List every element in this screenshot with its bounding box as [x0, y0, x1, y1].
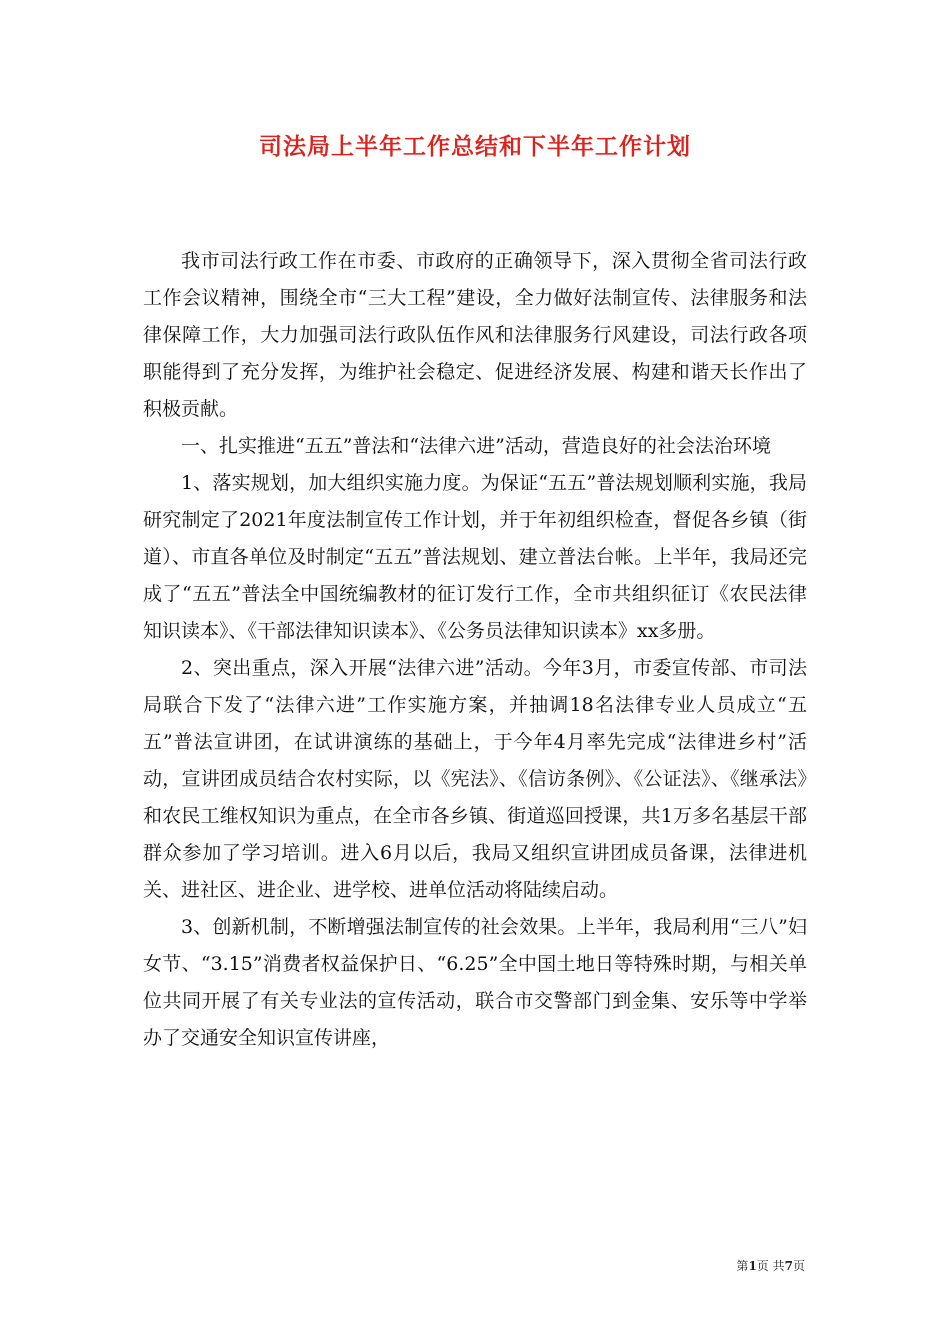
- paragraph-item-3: 3、创新机制，不断增强法制宣传的社会效果。上半年，我局利用“三八”妇女节、“3.15”消费者权益保护日、“6.25”全中国土地日等特殊时期，与相关单位共同开展了有关专业法的宣传活动，联合市交警部门到金集、安乐等中学举办了交通安全知识宣传讲座，: [143, 916, 807, 1049]
- footer-total-pages: 7: [784, 1259, 793, 1273]
- paragraph-intro: 我市司法行政工作在市委、市政府的正确领导下，深入贯彻全省司法行政工作会议精神，围绕全市“三大工程”建设，全力做好法制宣传、法律服务和法律保障工作，大力加强司法行政队伍作风和法律服务行风建设，司法行政各项职能得到了充分发挥，为维护社会稳定、促进经济发展、构建和谐天长作出了积极贡献。: [143, 250, 807, 420]
- paragraph-item-1: 1、落实规划，加大组织实施力度。为保证“五五”普法规划顺利实施，我局研究制定了2021年度法制宣传工作计划，并于年初组织检查，督促各乡镇（街道）、市直各单位及时制定“五五”普法规划、建立普法台帐。上半年，我局还完成了“五五”普法全中国统编教材的征订发行工作，全市共组织征订《农民法律知识读本》、《干部法律知识读本》、《公务员法律知识读本》xx多册。: [143, 472, 807, 642]
- footer-prefix: 第: [736, 1259, 749, 1273]
- page-number-footer: [0, 1258, 805, 1274]
- document-body: [143, 243, 807, 1057]
- footer-current-page: 1: [748, 1259, 757, 1273]
- footer-suffix: 页: [792, 1259, 805, 1273]
- document-title: 司法局上半年工作总结和下半年工作计划: [259, 133, 691, 160]
- section-heading-1: 一、扎实推进“五五”普法和“法律六进”活动，营造良好的社会法治环境: [181, 435, 771, 457]
- footer-middle: 页 共: [756, 1259, 785, 1273]
- paragraph-item-2: 2、突出重点，深入开展“法律六进”活动。今年3月，市委宣传部、市司法局联合下发了“法律六进”工作实施方案，并抽调18名法律专业人员成立“五五”普法宣讲团，在试讲演练的基础上，于今年4月率先完成“法律进乡村”活动，宣讲团成员结合农村实际，以《宪法》、《信访条例》、《公证法》、《继承法》和农民工维权知识为重点，在全市各乡镇、街道巡回授课，共1万多名基层干部群众参加了学习培训。进入6月以后，我局又组织宣讲团成员备课，法律进机关、进社区、进企业、进学校、进单位活动将陆续启动。: [143, 657, 807, 901]
